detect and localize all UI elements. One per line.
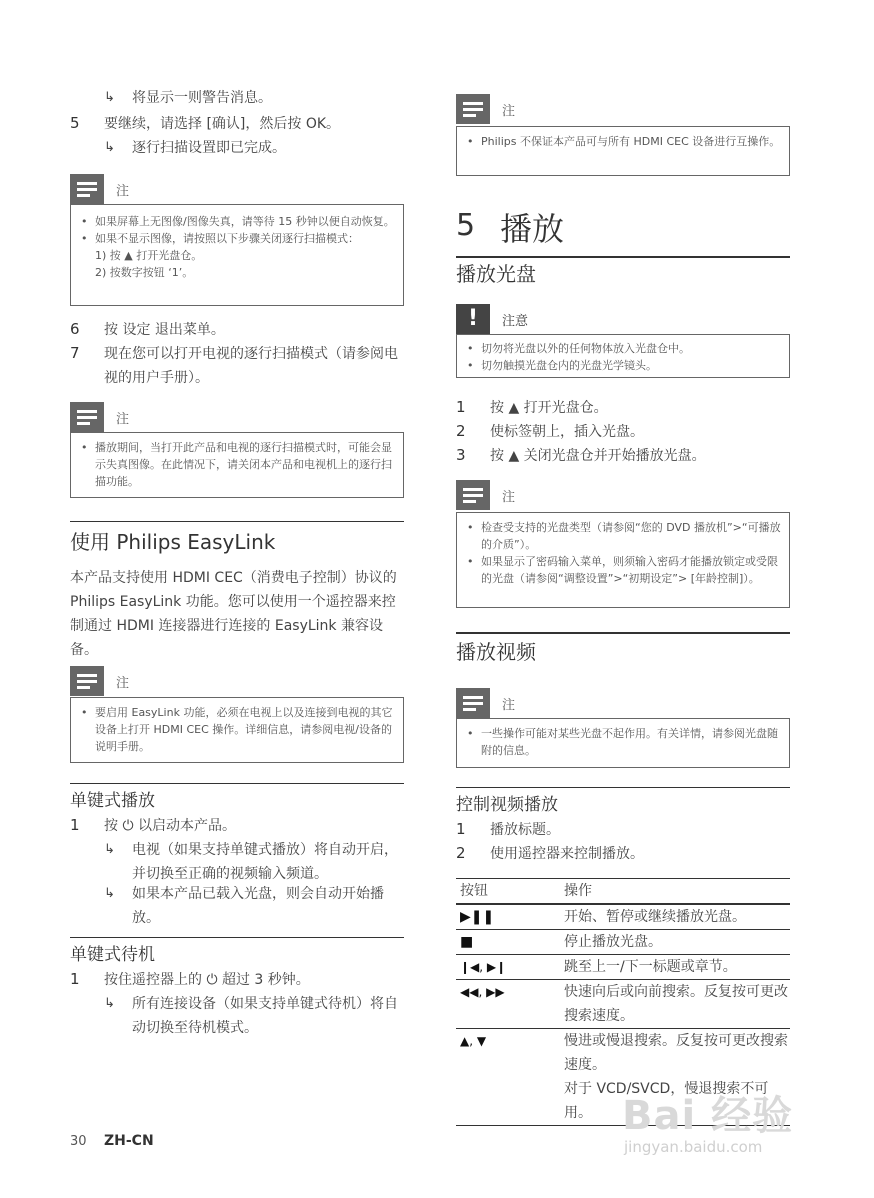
note-header xyxy=(70,174,170,204)
note-box xyxy=(70,204,404,306)
chapter-title: 播放 xyxy=(500,210,565,248)
note-body xyxy=(465,725,781,759)
exclamation-icon: ! xyxy=(456,304,490,334)
caution-body xyxy=(465,340,781,374)
section-heading-play-video: 播放视频 xyxy=(456,640,536,664)
note-header xyxy=(456,94,556,124)
step-number: 1 xyxy=(456,398,466,416)
note-header xyxy=(456,688,556,718)
table-row xyxy=(456,930,790,955)
section-heading-play-disc: 播放光盘 xyxy=(456,262,536,286)
result-arrow-icon: ↳ xyxy=(104,140,115,155)
note-item: • 如果不显示图像，请按照以下步骤关闭逐行扫描模式： xyxy=(79,230,395,247)
ots-step-text: 按住遥控器上的 ⏻ 超过 3 秒钟。 xyxy=(104,972,310,988)
easylink-paragraph: 本产品支持使用 HDMI CEC（消费电子控制）协议的 Philips EasyLink 功能。您可以使用一个遥控器来控制通过 HDMI 连接器进行连接的 EasyLink 兼容设备。 xyxy=(70,570,397,658)
language-code: ZH-CN xyxy=(104,1133,154,1149)
result-arrow-icon: ↳ xyxy=(104,886,115,901)
step-number: 1 xyxy=(70,970,80,988)
subsection-heading-control-playback: 控制视频播放 xyxy=(456,795,558,815)
ots-result: 所有连接设备（如果支持单键式待机）将自动切换至待机模式。 xyxy=(132,996,398,1036)
page-number: 30 xyxy=(70,1134,87,1149)
step5-result: 逐行扫描设置即已完成。 xyxy=(132,140,286,156)
subsection-heading-one-touch-play: 单键式播放 xyxy=(70,791,155,811)
step6-text: 按 设定 退出菜单。 xyxy=(104,322,225,338)
button-glyph: ▶❚❚ xyxy=(460,909,495,925)
note-item: • 如果屏幕上无图像/图像失真，请等待 15 秒钟以便自动恢复。 xyxy=(79,213,395,230)
step-number: 6 xyxy=(70,320,80,338)
table-header-row xyxy=(456,879,790,904)
note-item: • 检查受支持的光盘类型（请参阅“您的 DVD 播放机”>“可播放的介质”）。 xyxy=(465,519,781,553)
note-subitem: 1) 按 ▲ 打开光盘仓。 xyxy=(95,249,203,262)
note-body xyxy=(79,704,395,755)
note-body xyxy=(465,133,781,150)
action-text: 开始、暂停或继续播放光盘。 xyxy=(564,909,746,925)
note-item: • 如果显示了密码输入菜单，则须输入密码才能播放锁定或受限的光盘（请参阅“调整设置”>“初期设定”> [年龄控制]）。 xyxy=(465,553,781,587)
result-arrow-icon: ↳ xyxy=(104,842,115,857)
baidu-watermark-logo: Bai 经验 xyxy=(622,1093,794,1139)
note-title: 注 xyxy=(116,676,130,691)
note-body xyxy=(79,439,395,490)
step-number: 7 xyxy=(70,344,80,362)
step4-result: 将显示一则警告消息。 xyxy=(132,90,272,106)
note-title: 注 xyxy=(116,184,130,199)
otp-step-text: 按 ⏻ 以启动本产品。 xyxy=(104,818,236,834)
step7-text: 现在您可以打开电视的逐行扫描模式（请参阅电视的用户手册）。 xyxy=(104,346,398,386)
result-arrow-icon: ↳ xyxy=(104,996,115,1011)
note-item: • 一些操作可能对某些光盘不起作用。有关详情，请参阅光盘随附的信息。 xyxy=(465,725,781,759)
table-row xyxy=(456,904,790,930)
note-box xyxy=(70,432,404,498)
action-extra: 对于 VCD/SVCD，慢退搜索不可用。 xyxy=(564,1081,769,1121)
note-body xyxy=(465,519,781,587)
table-row xyxy=(456,955,790,980)
note-icon xyxy=(70,174,104,204)
caution-title: 注意 xyxy=(502,314,529,329)
chapter-number: 5 xyxy=(456,208,476,243)
caution-header xyxy=(456,304,576,334)
note-item: • 播放期间，当打开此产品和电视的逐行扫描模式时，可能会显示失真图像。在此情况下，请关闭本产品和电视机上的逐行扫描功能。 xyxy=(79,439,395,490)
otp-result: 电视（如果支持单键式播放）将自动开启，并切换至正确的视频输入频道。 xyxy=(132,842,398,882)
section-rule xyxy=(70,783,404,784)
control-step-text: 播放标题。 xyxy=(490,822,560,838)
section-heading-easylink: 使用 Philips EasyLink xyxy=(70,530,276,554)
note-box xyxy=(456,126,790,176)
button-glyph: ◀◀, ▶▶ xyxy=(460,985,505,999)
section-rule xyxy=(70,521,404,522)
step-number: 1 xyxy=(456,820,466,838)
caution-item: • 切勿将光盘以外的任何物体放入光盘仓中。 xyxy=(465,340,781,357)
section-rule xyxy=(70,937,404,938)
otp-result: 如果本产品已载入光盘，则会自动开始播放。 xyxy=(132,886,384,926)
note-title: 注 xyxy=(502,698,516,713)
action-text: 快速向后或向前搜索。反复按可更改搜索速度。 xyxy=(564,984,788,1024)
note-item: • Philips 不保证本产品可与所有 HDMI CEC 设备进行互操作。 xyxy=(465,133,781,150)
note-icon xyxy=(456,94,490,124)
subsection-heading-one-touch-standby: 单键式待机 xyxy=(70,945,155,965)
baidu-watermark-url: jingyan.baidu.com xyxy=(624,1138,763,1156)
caution-item: • 切勿触摸光盘仓内的光盘光学镜头。 xyxy=(465,357,781,374)
action-text: 慢进或慢退搜索。反复按可更改搜索速度。 xyxy=(564,1033,788,1073)
note-body xyxy=(79,213,395,281)
note-icon xyxy=(456,480,490,510)
note-title: 注 xyxy=(502,490,516,505)
note-title: 注 xyxy=(502,104,516,119)
caution-box xyxy=(456,334,790,378)
action-text: 停止播放光盘。 xyxy=(564,934,662,950)
step-number: 3 xyxy=(456,446,466,464)
note-icon xyxy=(70,666,104,696)
section-rule xyxy=(456,787,790,788)
play-step-text: 按 ▲ 打开光盘仓。 xyxy=(490,400,608,416)
play-step-text: 按 ▲ 关闭光盘仓并开始播放光盘。 xyxy=(490,448,706,464)
step-number: 2 xyxy=(456,844,466,862)
play-step-text: 使标签朝上，插入光盘。 xyxy=(490,424,644,440)
note-header xyxy=(70,666,170,696)
note-box xyxy=(70,697,404,763)
control-step-text: 使用遥控器来控制播放。 xyxy=(490,846,644,862)
note-title: 注 xyxy=(116,412,130,427)
button-glyph: ■ xyxy=(460,934,474,950)
action-text: 跳至上一/下一标题或章节。 xyxy=(564,959,737,975)
button-glyph: ❙◀, ▶❙ xyxy=(460,960,507,974)
note-box xyxy=(456,512,790,608)
note-header xyxy=(456,480,556,510)
table-row xyxy=(456,980,790,1029)
section-rule xyxy=(456,632,790,634)
note-box xyxy=(456,718,790,768)
table-header-cell: 按钮 xyxy=(460,883,488,899)
result-arrow-icon: ↳ xyxy=(104,90,115,105)
step-number: 1 xyxy=(70,816,80,834)
note-icon xyxy=(456,688,490,718)
note-header xyxy=(70,402,170,432)
table-header-cell: 操作 xyxy=(564,883,592,899)
note-subitem: 2) 按数字按钮 ‘1’。 xyxy=(95,266,194,279)
note-item: • 要启用 EasyLink 功能，必须在电视上以及连接到电视的其它设备上打开 HDMI CEC 操作。详细信息，请参阅电视/设备的说明手册。 xyxy=(79,704,395,755)
step-number: 2 xyxy=(456,422,466,440)
note-icon xyxy=(70,402,104,432)
step5-text: 要继续，请选择 [确认]，然后按 OK。 xyxy=(104,116,341,132)
step-number: 5 xyxy=(70,114,80,132)
button-glyph: ▲, ▼ xyxy=(460,1034,487,1048)
